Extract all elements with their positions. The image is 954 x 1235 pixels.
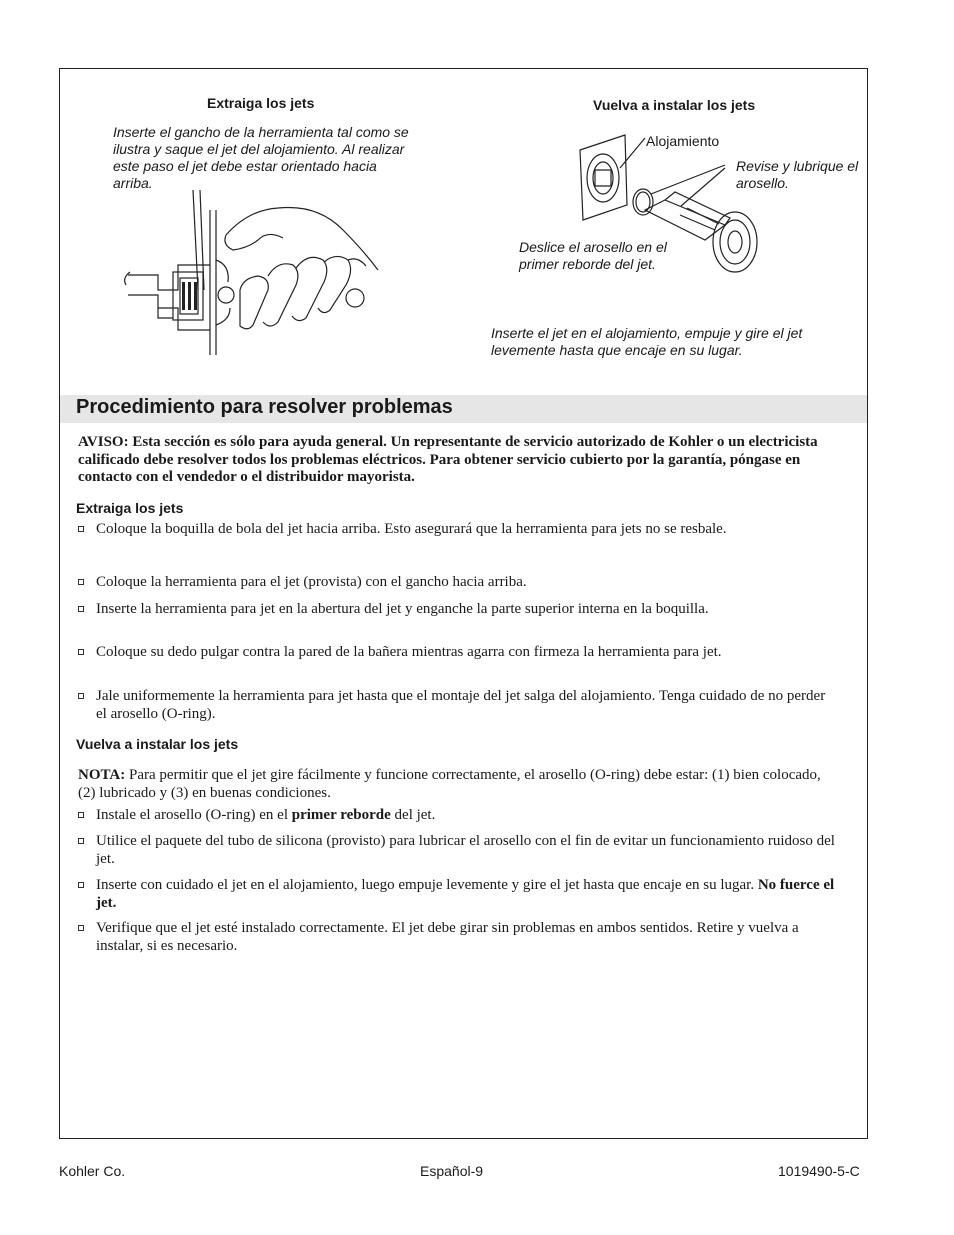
checkbox-icon (78, 649, 84, 655)
list-item: Coloque la herramienta para el jet (provista) con el gancho hacia arriba. (78, 574, 838, 592)
section-title: Procedimiento para resolver problemas (76, 396, 453, 418)
list-item: Coloque la boquilla de bola del jet hacia arriba. Esto asegurará que la herramienta para jets no se resbale. (78, 521, 838, 539)
checkbox-icon (78, 606, 84, 612)
footer-company: Kohler Co. (59, 1163, 126, 1179)
list-item: Coloque su dedo pulgar contra la pared de la bañera mientras agarra con firmeza la herramienta para jet. (78, 644, 838, 662)
reinstall-heading: Vuelva a instalar los jets (76, 736, 239, 752)
jet-removal-illustration (118, 190, 388, 360)
section-header (60, 395, 867, 423)
checkbox-icon (78, 838, 84, 844)
jet-reinstall-illustration (575, 130, 765, 290)
checkbox-icon (78, 925, 84, 931)
checkbox-icon (78, 693, 84, 699)
label-check-oring: Revise y lubrique el arosello. (736, 158, 859, 191)
checkbox-icon (78, 526, 84, 532)
label-slide-oring: Deslice el arosello en el primer reborde del jet. (519, 239, 667, 272)
list-item: Verifique que el jet esté instalado correctamente. El jet debe girar sin problemas en ambos sentidos. Retire y vuelva a instalar, si es necesario. (78, 920, 838, 955)
figure-right-caption: Inserte el jet en el alojamiento, empuje y gire el jet levemente hasta que encaje en su lugar. (491, 325, 803, 358)
list-item: Utilice el paquete del tubo de silicona (provisto) para lubricar el arosello con el fin de evitar un funcionamiento ruidoso del jet. (78, 833, 838, 868)
figure-left-caption: Inserte el gancho de la herramienta tal como se ilustra y saque el jet del alojamiento. Al realizar este paso el jet debe estar orientado hacia arriba. (113, 124, 409, 191)
checkbox-icon (78, 882, 84, 888)
list-item: Instale el arosello (O-ring) en el primer reborde del jet. (78, 807, 838, 825)
list-item: Jale uniformemente la herramienta para jet hasta que el montaje del jet salga del alojamiento. Tenga cuidado de no perder el arosello (O-ring). (78, 688, 838, 723)
warning-text: AVISO: Esta sección es sólo para ayuda general. Un representante de servicio autorizado de Kohler o un electricista calificado debe resolver todos los problemas eléctricos. Para obtener servicio cubierto por la garantía, póngase en contacto con el vendedor o el distribuidor mayorista. (78, 434, 818, 485)
checkbox-icon (78, 579, 84, 585)
note-text: NOTA: Para permitir que el jet gire fácilmente y funcione correctamente, el arosello (O-ring) debe estar: (1) bien colocado, (2) lubricado y (3) en buenas condiciones. (78, 767, 821, 801)
list-item: Inserte con cuidado el jet en el alojamiento, luego empuje levemente y gire el jet hasta que encaje en su lugar. No fuerce el jet. (78, 877, 838, 912)
figure-right-title: Vuelva a instalar los jets (593, 97, 756, 113)
figure-left-title: Extraiga los jets (207, 95, 315, 111)
label-housing: Alojamiento (646, 133, 720, 149)
footer-document-id: 1019490-5-C (778, 1163, 860, 1179)
footer-page-number: Español-9 (420, 1163, 484, 1179)
remove-heading: Extraiga los jets (76, 500, 184, 516)
list-item: Inserte la herramienta para jet en la abertura del jet y enganche la parte superior interna en la boquilla. (78, 601, 838, 619)
checkbox-icon (78, 812, 84, 818)
